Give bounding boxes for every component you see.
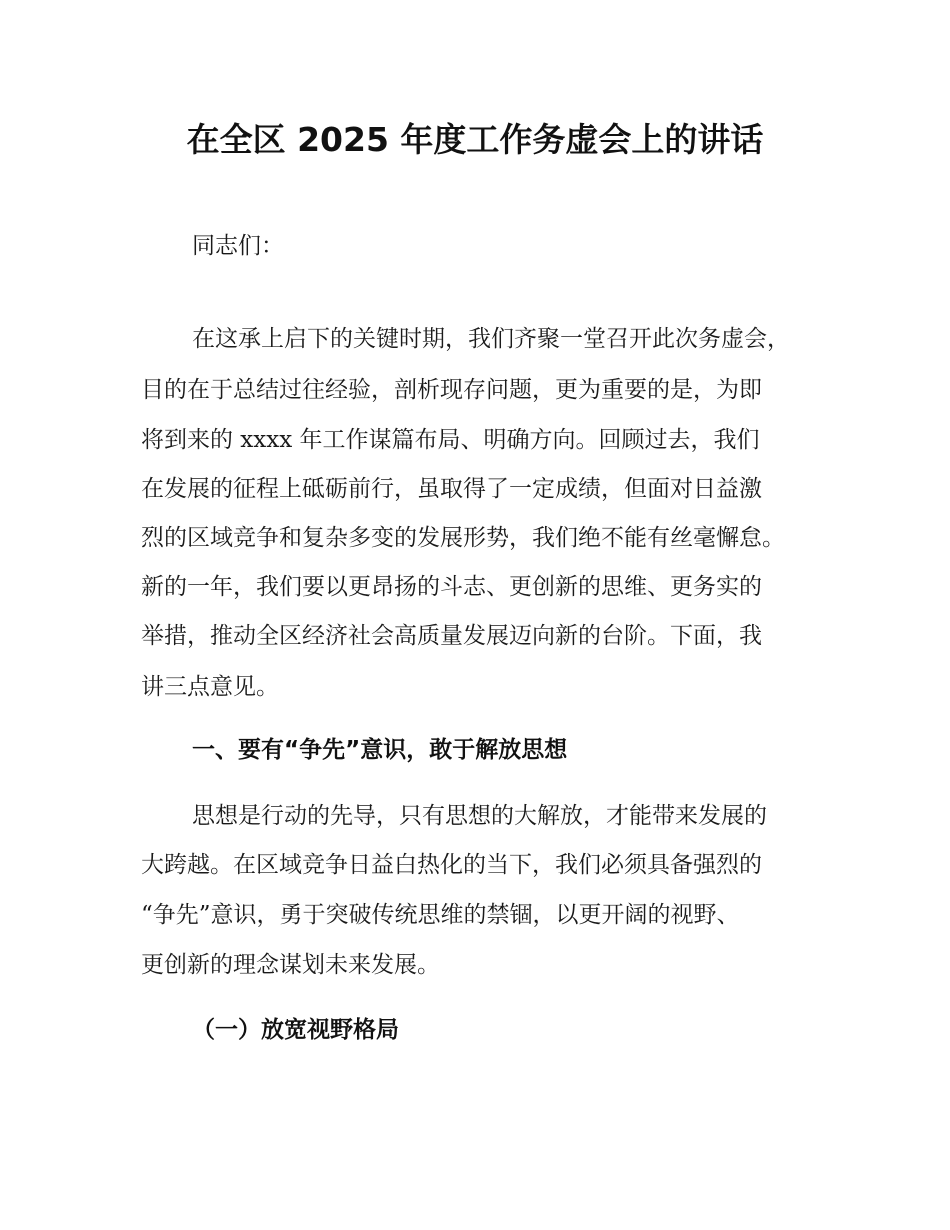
paragraph-line: 目的在于总结过往经验，剖析现存问题，更为重要的是，为即 bbox=[141, 377, 762, 403]
paragraph-line: 烈的区域竞争和复杂多变的发展形势，我们绝不能有丝毫懈怠。 bbox=[141, 525, 785, 551]
paragraph-line: 思想是行动的先导，只有思想的大解放，才能带来发展的 bbox=[192, 803, 767, 829]
paragraph-line: 大跨越。在区域竞争日益白热化的当下，我们必须具备强烈的 bbox=[141, 852, 762, 878]
paragraph-line: 举措，推动全区经济社会高质量发展迈向新的台阶。下面，我 bbox=[141, 623, 762, 649]
paragraph-line: 更创新的理念谋划未来发展。 bbox=[141, 952, 440, 978]
paragraph-line: 讲三点意见。 bbox=[141, 674, 279, 700]
document-title: 在全区 2025 年度工作务虚会上的讲话 bbox=[186, 120, 764, 159]
section-heading: 一、要有“争先”意识，敢于解放思想 bbox=[192, 737, 568, 763]
paragraph-line: 在发展的征程上砥砺前行，虽取得了一定成绩，但面对日益激 bbox=[141, 476, 762, 502]
paragraph-line: “争先”意识，勇于突破传统思维的禁锢，以更开阔的视野、 bbox=[141, 902, 740, 928]
subsection-heading: （一）放宽视野格局 bbox=[192, 1017, 399, 1043]
paragraph-line: 将到来的 xxxx 年工作谋篇布局、明确方向。回顾过去，我们 bbox=[141, 427, 760, 453]
paragraph-line: 在这承上启下的关键时期，我们齐聚一堂召开此次务虚会， bbox=[192, 326, 790, 352]
paragraph-line: 新的一年，我们要以更昂扬的斗志、更创新的思维、更务实的 bbox=[141, 574, 762, 600]
salutation: 同志们： bbox=[192, 233, 284, 259]
